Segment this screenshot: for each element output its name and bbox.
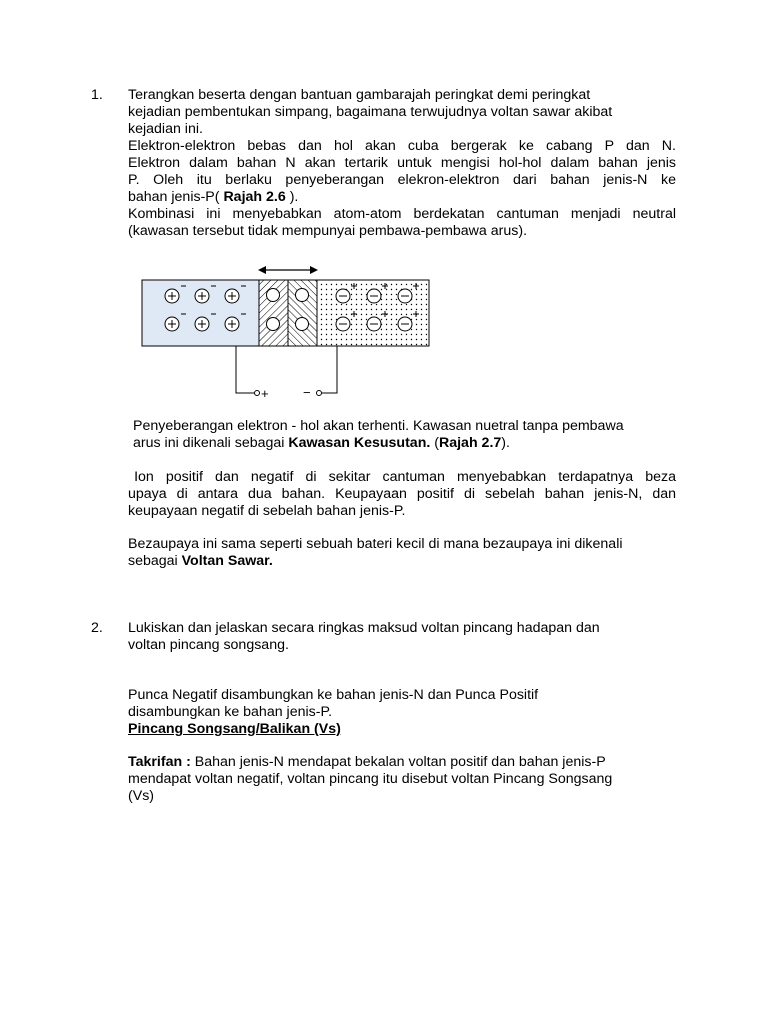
figure-reference: Rajah 2.6	[223, 189, 286, 205]
text-line: disambungkan ke bahan jenis-P.	[128, 704, 333, 720]
paragraph-depletion	[133, 418, 678, 452]
paragraph-free-electrons	[128, 138, 676, 206]
text-line: Elektron-elektron bebas dan hol akan cuba bergerak ke cabang P dan N.	[128, 138, 676, 154]
text-line	[128, 553, 676, 570]
text-line: upaya di antara dua bahan. Keupayaan positif di sebelah bahan jenis-N, dan	[128, 486, 676, 502]
text-span: ).	[501, 435, 510, 451]
text-line: kejadian pembentukan simpang, bagaimana terwujudnya voltan sawar akibat	[128, 104, 613, 120]
text-span: ).	[285, 189, 299, 205]
text-span: Bahan jenis-N mendapat bekalan voltan positif dan bahan jenis-P	[190, 754, 606, 770]
negative-terminal-label: −	[303, 385, 311, 400]
text-line	[128, 189, 676, 206]
text-span: bahan jenis-P(	[128, 189, 224, 205]
text-line: Kombinasi ini menyebabkan atom-atom berdekatan cantuman menjadi neutral	[128, 206, 676, 222]
text-line: kejadian ini.	[128, 121, 203, 137]
text-line: voltan pincang songsang.	[128, 637, 289, 653]
text-line: (Vs)	[128, 788, 155, 804]
depletion-width-arrow	[258, 266, 318, 274]
text-line: Elektron dalam bahan N akan tertarik untuk mengisi hol-hol dalam bahan jenis	[128, 155, 676, 171]
text-line: (kawasan tersebut tidak mempunyai pembawa-pembawa arus).	[128, 223, 528, 239]
text-line: Bezaupaya ini sama seperti sebuah bateri kecil di mana bezaupaya ini dikenali	[128, 536, 623, 552]
text-line	[133, 435, 678, 452]
text-line: Ion positif dan negatif di sekitar cantuman menyebabkan terdapatnya beza	[128, 469, 676, 485]
paragraph-barrier-voltage	[128, 536, 676, 570]
text-line: keupayaan negatif di sebelah bahan jenis-P.	[128, 503, 406, 519]
text-line: P. Oleh itu berlaku penyeberangan elekron-elektron dari bahan jenis-N ke	[128, 172, 676, 188]
question-1-text	[128, 87, 676, 138]
paragraph-reverse-connection	[128, 687, 676, 738]
pn-junction-diagram	[130, 258, 440, 403]
bold-term: Kawasan Kesusutan.	[288, 435, 431, 451]
paragraph-combination	[128, 206, 676, 240]
text-line: Terangkan beserta dengan bantuan gambarajah peringkat demi peringkat	[128, 87, 591, 103]
text-line: Punca Negatif disambungkan ke bahan jenis-N dan Punca Positif	[128, 687, 539, 703]
text-line: mendapat voltan negatif, voltan pincang itu disebut voltan Pincang Songsang	[128, 771, 613, 787]
text-span: sebagai	[128, 553, 182, 569]
positive-terminal-label: +	[261, 386, 269, 401]
text-span: (	[430, 435, 439, 451]
text-line: Lukiskan dan jelaskan secara ringkas maksud voltan pincang hadapan dan	[128, 620, 600, 636]
text-line: Penyeberangan elektron - hol akan terhenti. Kawasan nuetral tanpa pembawa	[133, 418, 624, 434]
question-1-number: 1.	[91, 87, 103, 103]
question-2-text	[128, 620, 676, 654]
text-line	[128, 754, 676, 771]
paragraph-ions	[128, 469, 676, 520]
bold-term: Voltan Sawar.	[181, 553, 273, 569]
figure-reference: Rajah 2.7	[438, 435, 502, 451]
definition-label: Takrifan :	[128, 754, 191, 770]
circuit-leads	[236, 346, 337, 396]
section-heading-reverse-bias: Pincang Songsang/Balikan (Vs)	[128, 721, 341, 737]
text-span: arus ini dikenali sebagai	[133, 435, 289, 451]
paragraph-definition	[128, 754, 676, 805]
question-2-number: 2.	[91, 620, 103, 636]
